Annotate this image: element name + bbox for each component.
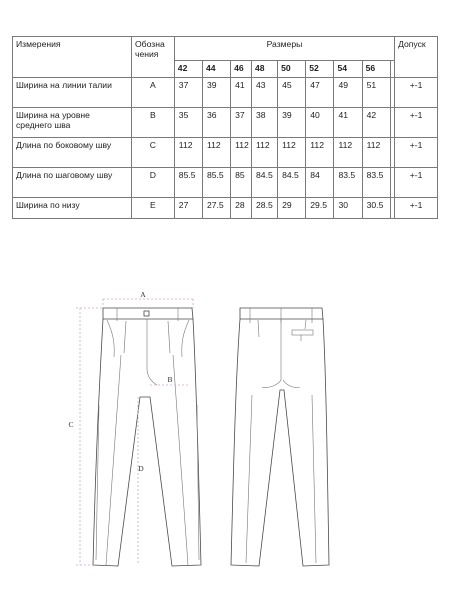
label-c: C — [68, 420, 74, 429]
value-cell: 84.5 — [252, 168, 278, 198]
value-cell: 112 — [362, 138, 390, 168]
trousers-back — [231, 308, 329, 566]
value-cell: 45 — [278, 78, 306, 108]
value-cell: 112 — [174, 138, 202, 168]
value-cell: 51 — [362, 78, 390, 108]
value-cell: 43 — [252, 78, 278, 108]
header-sizes: Размеры — [174, 37, 394, 61]
size-header: 54 — [334, 61, 362, 78]
row-code: A — [132, 78, 175, 108]
size-header: 50 — [278, 61, 306, 78]
row-code: B — [132, 108, 175, 138]
front-pleat — [124, 321, 126, 353]
trousers-diagram — [0, 285, 450, 585]
back-seat-seam — [262, 319, 281, 388]
value-cell: 85.5 — [202, 168, 230, 198]
back-dart — [305, 320, 306, 329]
tolerance-cell: +-1 — [395, 78, 438, 108]
size-table — [12, 36, 438, 219]
spacer-cell — [390, 61, 394, 78]
row-name: Ширина на уровне среднего шва — [13, 108, 132, 138]
label-b: B — [167, 375, 173, 384]
value-cell: 27 — [174, 198, 202, 219]
table-row — [13, 138, 438, 168]
value-cell: 40 — [306, 108, 334, 138]
value-cell: 36 — [202, 108, 230, 138]
front-crease — [106, 355, 121, 565]
value-cell: 47 — [306, 78, 334, 108]
back-crease — [312, 395, 316, 563]
table-row — [13, 168, 438, 198]
front-button — [144, 311, 149, 316]
value-cell: 112 — [252, 138, 278, 168]
size-header: 48 — [252, 61, 278, 78]
front-fly — [147, 319, 157, 385]
table-row — [13, 198, 438, 219]
size-header: 44 — [202, 61, 230, 78]
value-cell: 28.5 — [252, 198, 278, 219]
tolerance-cell: +-1 — [395, 198, 438, 219]
row-name: Ширина по низу — [13, 198, 132, 219]
value-cell: 38 — [252, 108, 278, 138]
value-cell: 112 — [306, 138, 334, 168]
row-code: E — [132, 198, 175, 219]
value-cell: 42 — [362, 108, 390, 138]
size-header: 56 — [362, 61, 390, 78]
header-tolerance: Допуск — [395, 37, 438, 78]
back-dart — [258, 320, 259, 337]
value-cell: 37 — [231, 108, 252, 138]
value-cell: 84 — [306, 168, 334, 198]
tolerance-cell: +-1 — [395, 108, 438, 138]
value-cell: 35 — [174, 108, 202, 138]
value-cell: 112 — [278, 138, 306, 168]
back-pocket — [292, 330, 313, 335]
row-name: Ширина на линии талии — [13, 78, 132, 108]
value-cell: 27.5 — [202, 198, 230, 219]
front-pocket — [107, 320, 114, 357]
value-cell: 84.5 — [278, 168, 306, 198]
table-row — [13, 78, 438, 108]
row-code: D — [132, 168, 175, 198]
value-cell: 49 — [334, 78, 362, 108]
value-cell: 39 — [202, 78, 230, 108]
value-cell: 28 — [231, 198, 252, 219]
row-name: Длина по шаговому шву — [13, 168, 132, 198]
value-cell: 30.5 — [362, 198, 390, 219]
back-crease — [246, 395, 252, 563]
value-cell: 30 — [334, 198, 362, 219]
value-cell: 112 — [231, 138, 252, 168]
label-a: A — [140, 290, 146, 299]
table-row — [13, 108, 438, 138]
value-cell: 83.5 — [362, 168, 390, 198]
row-code: C — [132, 138, 175, 168]
value-cell: 85 — [231, 168, 252, 198]
header-measurements: Измерения — [13, 37, 132, 78]
value-cell: 29.5 — [306, 198, 334, 219]
value-cell: 85.5 — [174, 168, 202, 198]
value-cell: 83.5 — [334, 168, 362, 198]
front-pocket — [182, 320, 189, 357]
value-cell: 29 — [278, 198, 306, 219]
size-header: 46 — [231, 61, 252, 78]
value-cell: 112 — [334, 138, 362, 168]
value-cell: 112 — [202, 138, 230, 168]
header-designation: Обозна чения — [132, 37, 175, 78]
label-d: D — [138, 464, 144, 473]
tolerance-cell: +-1 — [395, 138, 438, 168]
value-cell: 41 — [334, 108, 362, 138]
back-outline — [231, 319, 329, 566]
size-header: 52 — [306, 61, 334, 78]
front-crease — [173, 355, 188, 565]
value-cell: 37 — [174, 78, 202, 108]
row-name: Длина по боковому шву — [13, 138, 132, 168]
tolerance-cell: +-1 — [395, 168, 438, 198]
trousers-front — [93, 308, 201, 566]
front-pleat — [168, 321, 170, 353]
dimension-lines — [76, 299, 193, 565]
front-waistband — [103, 308, 193, 319]
back-waistband — [240, 308, 323, 319]
size-header: 42 — [174, 61, 202, 78]
value-cell: 41 — [231, 78, 252, 108]
value-cell: 39 — [278, 108, 306, 138]
back-seat-seam — [283, 380, 300, 388]
